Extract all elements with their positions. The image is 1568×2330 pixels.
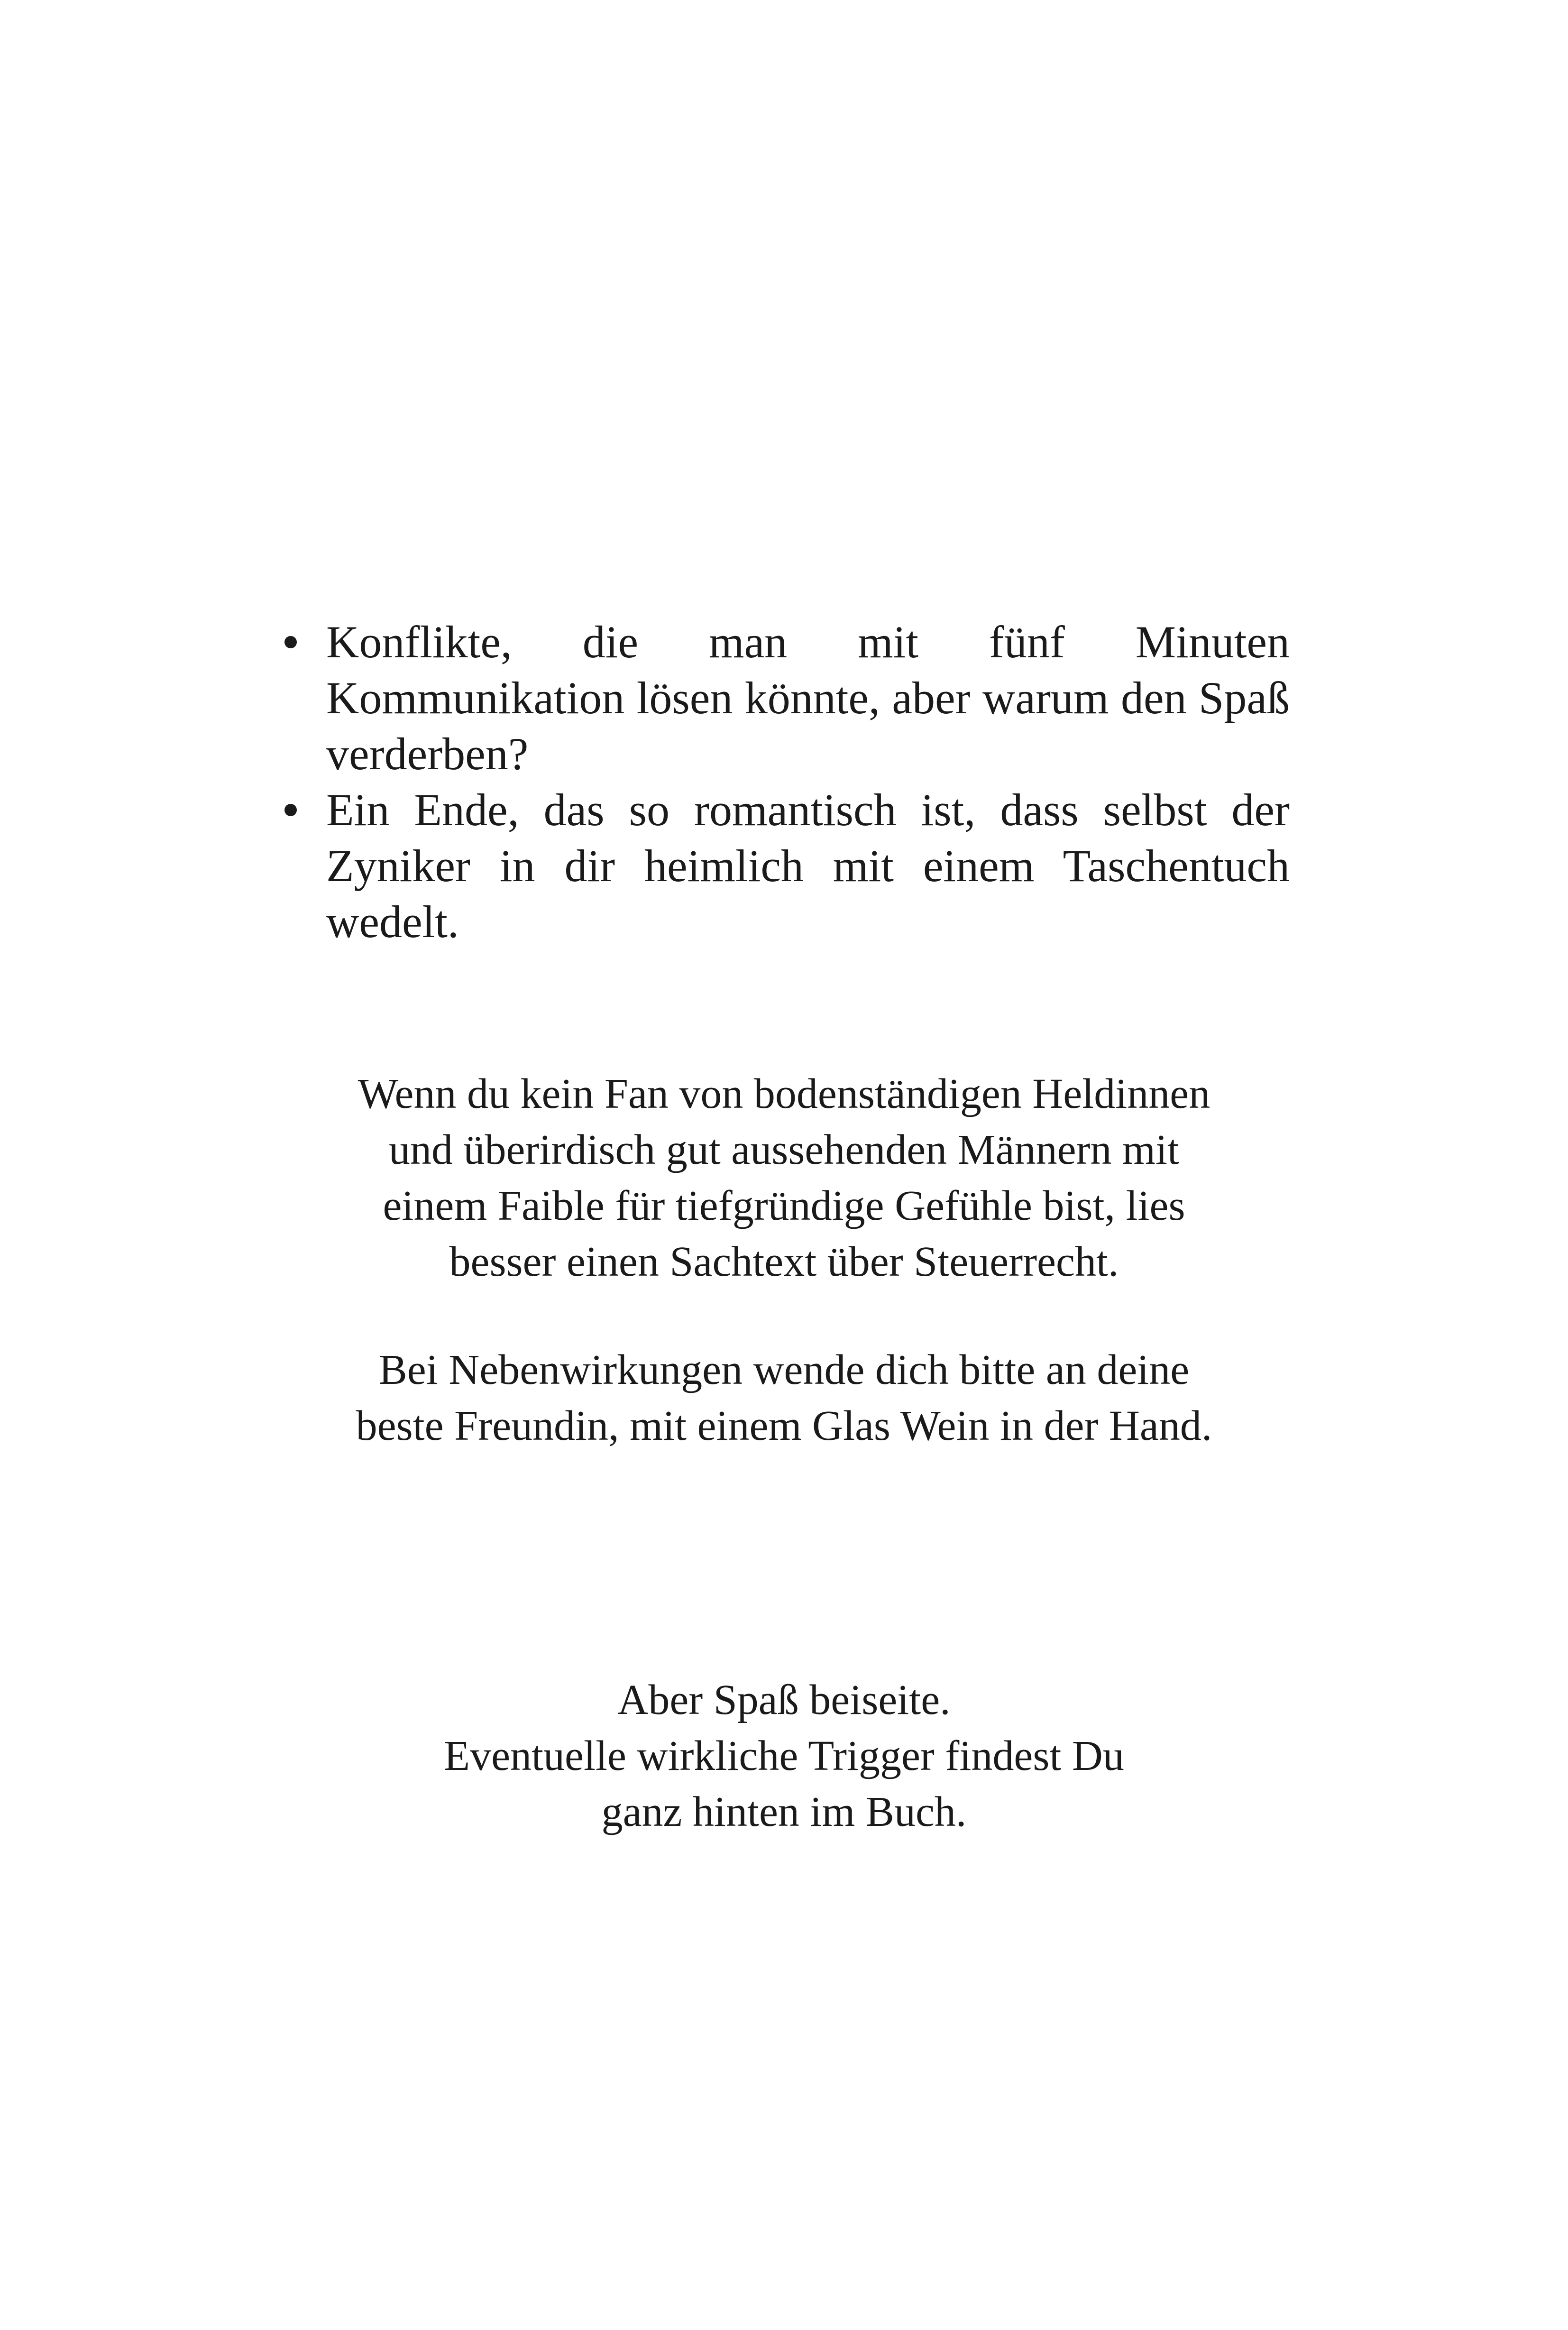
bullet-text: Ein Ende, das so romantisch ist, dass selbst der Zyniker in dir heimlich mit einem Taschentuch wedelt. bbox=[326, 784, 1290, 947]
bullet-item bbox=[280, 782, 1290, 950]
text-line: Wenn du kein Fan von bodenständigen Heldinnen bbox=[358, 1070, 1210, 1117]
text-line: Bei Nebenwirkungen wende dich bitte an deine bbox=[378, 1346, 1190, 1393]
paragraph-closing bbox=[0, 1672, 1568, 1840]
bullet-list bbox=[280, 614, 1290, 950]
text-line: ganz hinten im Buch. bbox=[601, 1788, 967, 1835]
bullet-item bbox=[280, 614, 1290, 782]
bullet-dot-icon bbox=[284, 804, 297, 816]
text-line: Eventuelle wirkliche Trigger findest Du bbox=[444, 1732, 1124, 1779]
text-line: beste Freundin, mit einem Glas Wein in der Hand. bbox=[356, 1402, 1212, 1449]
text-line: Aber Spaß beiseite. bbox=[617, 1676, 951, 1723]
text-line: einem Faible für tiefgründige Gefühle bist, lies bbox=[383, 1182, 1185, 1229]
paragraph-disclaimer bbox=[0, 1066, 1568, 1290]
paragraph-side-effects bbox=[0, 1342, 1568, 1454]
bullet-text: Konflikte, die man mit fünf Minuten Kommunikation lösen könnte, aber warum den Spaß verderben? bbox=[326, 617, 1290, 779]
text-line: besser einen Sachtext über Steuerrecht. bbox=[449, 1238, 1119, 1285]
bullet-dot-icon bbox=[284, 636, 297, 648]
text-line: und überirdisch gut aussehenden Männern mit bbox=[388, 1126, 1180, 1173]
